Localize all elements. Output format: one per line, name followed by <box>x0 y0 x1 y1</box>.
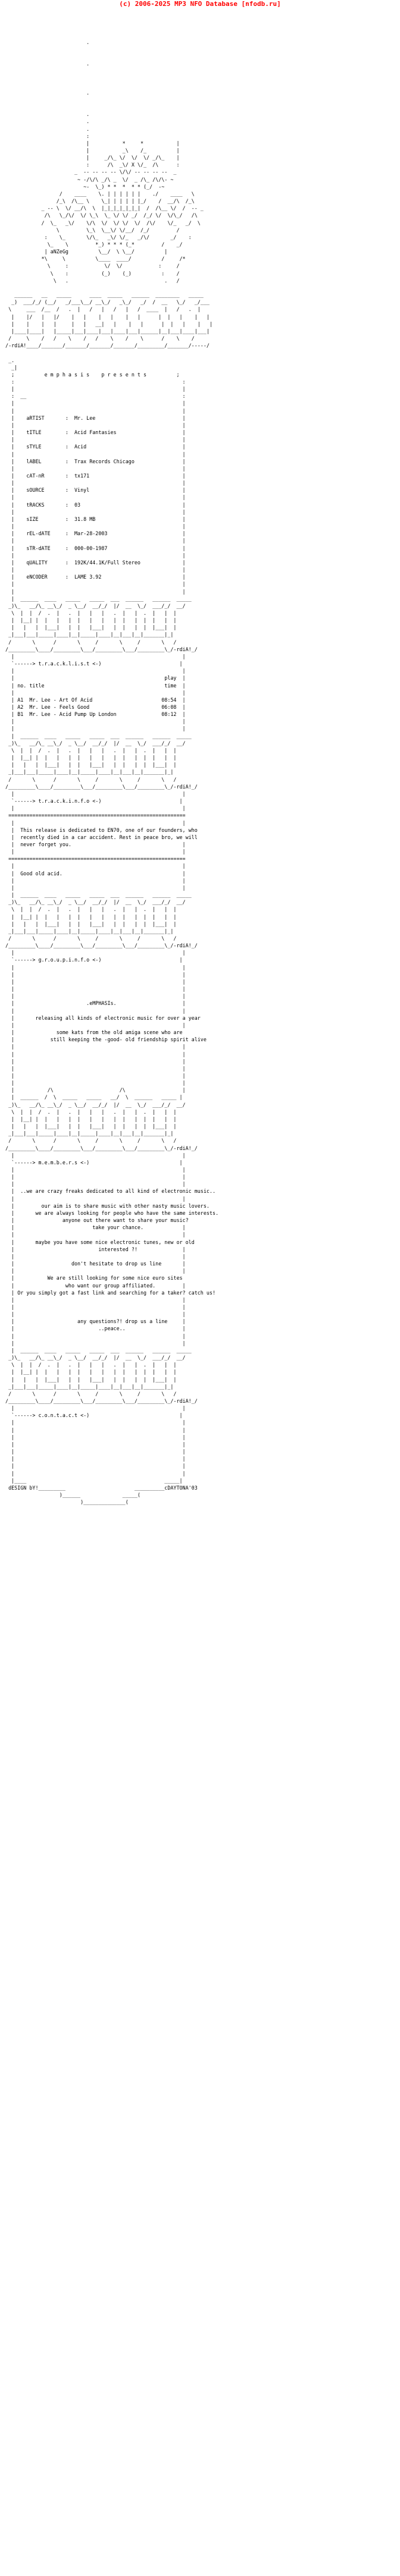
nfo-line: | | <box>2 718 186 725</box>
nfo-line: | | <box>2 465 186 472</box>
nfo-line: |____|____| |_____|___|____|___|____|___|______|__|___|____|___| <box>2 328 210 334</box>
nfo-line: . <box>2 89 90 96</box>
nfo-line: . <box>2 39 90 45</box>
nfo-line: : <box>2 133 90 139</box>
nfo-line: | | <box>2 523 186 530</box>
nfo-line: | | <box>2 1419 186 1426</box>
nfo-line: _ -- \ \/ __/\ \ |_|_|_|_|_|_| / /\__ \/ / -- _ <box>2 205 204 212</box>
nfo-line: | sTR-dATE : 000-00-1987 | <box>2 545 186 551</box>
nfo-line: | ______ ____ _____ _____ ___ ______ ______ _____ <box>2 892 192 899</box>
nfo-line: | some kats from the old amiga scene who are <box>2 1029 183 1036</box>
nfo-line: /_________\____/_________\___/_________\___/_________\_/-rdiA!_/ <box>2 646 198 652</box>
nfo-line: | | <box>2 1456 186 1462</box>
nfo-line: | Good old acid. | <box>2 870 186 877</box>
nfo-line: | | <box>2 819 186 826</box>
nfo-line: | _\ /_ | <box>2 147 180 153</box>
nfo-line: | | <box>2 1253 186 1259</box>
nfo-line: | | <box>2 588 186 595</box>
nfo-line: | ..we are crazy freaks dedicated to all kind of electronic music.. <box>2 1188 215 1195</box>
nfo-line: : __ : <box>2 393 186 400</box>
nfo-line: | | <box>2 1441 186 1447</box>
nfo-line: \_ \ *_) * * * (_* / _/ <box>2 241 183 247</box>
nfo-line: . <box>2 111 90 118</box>
nfo-line: | never forget you. | <box>2 841 186 847</box>
nfo-line: | sOURCE : Vinyl | <box>2 487 186 494</box>
nfo-line: \ | | / . | . | | | . | | . | | | <box>2 1108 177 1115</box>
nfo-line: | ______ ____ _____ _____ ___ ______ ______ _____ <box>2 1347 192 1353</box>
nfo-line: | | <box>2 451 186 457</box>
nfo-line: / \_ _\/ \/\ \/ \/ \/ \/ /\/ \/_ _/ \ <box>2 219 201 226</box>
nfo-line: | ..peace.. | <box>2 1325 186 1332</box>
nfo-line: | | <box>2 1065 186 1072</box>
nfo-line: | | <box>2 567 186 573</box>
nfo-line: | | <box>2 1340 186 1346</box>
nfo-line: _) ___/_/ (__/ _/___\__/ __\_/ _\_/ _/ / __ \_/ _/___ <box>2 299 210 306</box>
nfo-line: | | <box>2 877 186 884</box>
nfo-line: | | | |___| | | |___| | | | | |___| | <box>2 1123 177 1130</box>
nfo-line: _)\_ __/\_ __\_/ _ \__/ __/_/ |/ __ \_/ ___/_/ __/ <box>2 1355 186 1361</box>
nfo-line: / \ / \ / \ / \ / <box>2 1138 177 1144</box>
nfo-line: | | <box>2 400 186 407</box>
nfo-line: | | <box>2 1044 186 1050</box>
nfo-line: `------> t.r.a.c.k.l.i.s.t <-) | <box>2 661 183 667</box>
nfo-line: | | <box>2 1167 186 1173</box>
nfo-line: | | <box>2 1268 186 1274</box>
nfo-line: | | <box>2 552 186 558</box>
nfo-line: /-rdiA!____/_______/_______/_______/_______/_________/_______/-----/ <box>2 343 210 349</box>
nfo-line: /_________\____/_________\___/_________\___/_________\_/-rdiA!_/ <box>2 1398 198 1404</box>
nfo-line: | | <box>2 494 186 501</box>
nfo-line: | | <box>2 1427 186 1433</box>
nfo-line: | | <box>2 1311 186 1318</box>
nfo-line: /_________\____/_________\___/_________\___/_________\_/-rdiA!_/ <box>2 943 198 949</box>
nfo-line: | | <box>2 407 186 414</box>
nfo-line: / \ / \ / \ / \ / <box>2 639 177 645</box>
nfo-line: _ -- -- -- -- \/\/ -- -- -- -- _ <box>2 169 177 175</box>
nfo-line: | | <box>2 581 186 588</box>
nfo-line: | | <box>2 1181 186 1188</box>
nfo-line: | ______ / \ _____ _____ __/ \ ______ _____ | <box>2 1094 183 1101</box>
nfo-line: | | <box>2 863 186 869</box>
nfo-line: \ . . / <box>2 277 180 284</box>
nfo-line: | | <box>2 993 186 1000</box>
nfo-line: | |/ | |/ | | | | | | | | | | | <box>2 313 210 320</box>
nfo-line: | | <box>2 1152 186 1158</box>
nfo-line: `------> t.r.a.c.k.i.n.f.o <-) | <box>2 798 183 805</box>
nfo-line: | eNCODER : LAME 3.92 | <box>2 574 186 580</box>
nfo-line: \ | | / . | . | | | . | | . | | | <box>2 747 177 753</box>
site-copyright-header: (c) 2006-2025 MP3 NFO Database [nfodb.ru] <box>119 0 281 8</box>
nfo-line: \ \_\ \__\/ \/__/ /_/ / <box>2 227 180 233</box>
nfo-line: | | <box>2 1072 186 1079</box>
nfo-line: | | <box>2 1051 186 1057</box>
nfo-line: _)\_ __/\_ __\_/ _ \__/ __/_/ |/ __ \_/ ___/_/ __/ <box>2 899 186 906</box>
nfo-line: | | <box>2 689 186 696</box>
nfo-line: `------> g.r.o.u.p.i.n.f.o <-) | <box>2 957 183 963</box>
nfo-line: | | <box>2 964 186 970</box>
nfo-line: \ | | / . | . | | | . | | . | | | <box>2 610 177 616</box>
nfo-line: `------> m.e.m.b.e.r.s <-) | <box>2 1159 183 1166</box>
nfo-text-block <box>2 10 218 1506</box>
nfo-line: | who want our group affiliated. | <box>2 1282 186 1289</box>
nfo-line: _|___|___|_____|____|__|_____|____|__|___|__|_______|_| <box>2 1130 174 1137</box>
nfo-line: | This release is dedicated to EN70, one of our founders, who <box>2 827 198 833</box>
nfo-line: | | <box>2 790 186 797</box>
nfo-line: | | <box>2 805 186 812</box>
nfo-line: | | <box>2 884 186 891</box>
nfo-line: | | <box>2 1174 186 1180</box>
nfo-line: | | | |___| | | |___| | | | | |___| | <box>2 1376 177 1383</box>
nfo-line: | | | | | | __| | | | | | | | | <box>2 321 212 327</box>
nfo-line: | play | <box>2 675 186 681</box>
nfo-line: )______________( <box>2 1499 129 1506</box>
nfo-line: / \ / \ / \ / \ / <box>2 935 177 941</box>
nfo-line: | still keeping the -good- old friendship spirit alive <box>2 1036 207 1043</box>
nfo-line: _|___|___|_____|____|__|_____|____|__|___|__|_______|_| <box>2 769 174 775</box>
nfo-line: / \ / \ / \ / \ / <box>2 776 177 783</box>
nfo-line: | tITLE : Acid Fantasies | <box>2 429 186 436</box>
nfo-line: . <box>2 61 90 67</box>
nfo-line: | * * | <box>2 140 180 146</box>
nfo-line: | we are always looking for people who have the same interests. <box>2 1210 219 1216</box>
nfo-line: _|___|___|_____|____|__|_____|____|__|___|__|_______|_| <box>2 928 174 934</box>
nfo-line: \ | | / . | . | | | . | | . | | | <box>2 1362 177 1368</box>
nfo-line: \ : (_) (_) : / <box>2 270 180 277</box>
nfo-line: | releasing all kinds of electronic music for over a year <box>2 1014 201 1021</box>
nfo-line: | |__| | | | | | | | | | | | | | | <box>2 1116 177 1122</box>
nfo-line: | maybe you have some nice electronic tunes, new or old <box>2 1239 195 1245</box>
nfo-line: | any questions?! drop us a line | <box>2 1318 186 1325</box>
nfo-line: | | <box>2 986 186 992</box>
nfo-line: | | | |___| | | |___| | | | | |___| | <box>2 624 177 631</box>
nfo-line: | | <box>2 653 186 659</box>
nfo-line: | | <box>2 386 186 392</box>
nfo-line: | anyone out there want to share your music? <box>2 1217 189 1224</box>
nfo-line: / \ / / \ / / \ / \ / \ / <box>2 335 195 342</box>
nfo-line: | ______ ____ _____ _____ ___ ______ ______ _____ <box>2 733 192 739</box>
nfo-line: | | <box>2 950 186 956</box>
nfo-line: | | <box>2 422 186 428</box>
nfo-line: _| <box>2 364 18 370</box>
nfo-line: : /\ _\/ X \/_ /\ : <box>2 162 180 168</box>
nfo-line: | our aim is to share music with other nasty music lovers. <box>2 1202 210 1209</box>
nfo-line: | | <box>2 1080 186 1086</box>
nfo-line: ~- \_) * * * * * (_/ -~ <box>2 183 165 190</box>
nfo-line: _|___|___|_____|____|__|_____|____|__|___|__|_______|_| <box>2 1383 174 1390</box>
nfo-line: | A2 Mr. Lee - Feels Good 06:08 | <box>2 704 186 710</box>
nfo-line: | | <box>2 1022 186 1028</box>
nfo-line: | | <box>2 849 186 855</box>
nfo-line: ______ __ _____ ____ _____ ______ ________ _____ <box>2 292 204 299</box>
nfo-line: | | | |___| | | |___| | | | | |___| | <box>2 921 177 927</box>
nfo-line: / ____ \. | | | | | | ./ ____ \ <box>2 190 195 197</box>
nfo-line: _. <box>2 357 15 363</box>
nfo-line: | | <box>2 1296 186 1303</box>
nfo-line: | .eMPHASIs. | <box>2 1000 186 1007</box>
nfo-line: | | <box>2 480 186 486</box>
nfo-line: : : <box>2 378 186 385</box>
nfo-line: | _/\_ \/ \/ \/ _/\_ | <box>2 155 180 161</box>
nfo-line: | | <box>2 1470 186 1477</box>
nfo-line: | sTYLE : Acid | <box>2 444 186 450</box>
nfo-line: _)\_ __/\_ __\_/ _ \__/ __/_/ |/ __ \_/ ___/_/ __/ <box>2 1101 186 1108</box>
nfo-line: | We are still looking for some nice euro sites <box>2 1275 183 1281</box>
nfo-line: | | <box>2 508 186 515</box>
nfo-line: | don't hesitate to drop us line | <box>2 1261 186 1267</box>
nfo-line: | | <box>2 1195 186 1202</box>
nfo-line: | B1 Mr. Lee - Acid Pump Up London 08:12 | <box>2 711 186 718</box>
nfo-line: | aNZeGg \__/ \ \__/ | <box>2 249 168 255</box>
nfo-line: | lABEL : Trax Records Chicago | <box>2 458 186 464</box>
nfo-line: | qUALITY : 192K/44.1K/Full Stereo | <box>2 559 186 566</box>
nfo-line: | | <box>2 538 186 544</box>
nfo-line: /_________\____/_________\___/_________\___/_________\_/-rdiA!_/ <box>2 1145 198 1151</box>
nfo-line: | recently died in a car accident. Rest in peace bro, we will <box>2 834 198 840</box>
nfo-line: | | <box>2 1463 186 1469</box>
nfo-line: | | <box>2 1405 186 1412</box>
nfo-line: | sIZE : 31.8 MB | <box>2 516 186 522</box>
nfo-line: =========================================================== <box>2 856 186 862</box>
nfo-line: | | <box>2 436 186 443</box>
nfo-line: | Or you simply got a fast link and searching for a taker? catch us! <box>2 1289 215 1296</box>
nfo-line: | | <box>2 1007 186 1014</box>
nfo-line: | ______ ____ _____ _____ ___ ______ ______ _____ <box>2 595 192 602</box>
nfo-line: | interested ?! | <box>2 1246 186 1252</box>
nfo-line: /_\ /\__ \ \_| | | | | |_/ / __/\ /_\ <box>2 198 195 205</box>
nfo-line: | /\ /\ | <box>2 1087 186 1094</box>
nfo-line: | take your chance. | <box>2 1224 186 1231</box>
nfo-line: | | <box>2 978 186 985</box>
nfo-line: dESIGN bY!_________ __________cDAYTONA'03 <box>2 1484 198 1491</box>
nfo-line: | | <box>2 1303 186 1310</box>
nfo-line: _)\_ __/\_ __\_/ _ \__/ __/_/ |/ __ \_/ ___/_/ __/ <box>2 602 186 609</box>
nfo-line: | | <box>2 1232 186 1238</box>
nfo-line: | | <box>2 668 186 674</box>
nfo-line: . <box>2 125 90 132</box>
nfo-line: | | <box>2 1434 186 1440</box>
nfo-line: | | <box>2 1058 186 1064</box>
nfo-line: | | <box>2 971 186 978</box>
nfo-line: ; e m p h a s i s p r e s e n t s ; <box>2 371 180 378</box>
nfo-line: / \ / \ / \ / \ / <box>2 1390 177 1397</box>
nfo-line: | |__| | | | | | | | | | | | | | | <box>2 755 177 761</box>
nfo-line: \ | | / . | . | | | . | | . | | | <box>2 906 177 913</box>
nfo-line: \ : \/ \/ : / <box>2 263 180 269</box>
nfo-line: =========================================================== <box>2 812 186 819</box>
nfo-line: | |__| | | | | | | | | | | | | | | <box>2 913 177 920</box>
nfo-line: \ ___ /__ / . | / | / | / ____ | / . | <box>2 306 201 313</box>
nfo-line: `------> c.o.n.t.a.c.t <-) | <box>2 1412 183 1419</box>
nfo-line: ~ -/\/\ _/\ _ \/ _ /\_ /\/\- ~ <box>2 176 174 183</box>
nfo-line: |____ _____| <box>2 1477 183 1484</box>
nfo-line: | cAT-nR : tx171 | <box>2 473 186 479</box>
nfo-line: *\ \ \____ ____/ / /* <box>2 256 186 262</box>
nfo-line: /_________\____/_________\___/_________\___/_________\_/-rdiA!_/ <box>2 783 198 790</box>
nfo-line: _|___|___|_____|____|__|_____|____|__|___|__|_______|_| <box>2 632 174 638</box>
nfo-line: | | <box>2 1333 186 1339</box>
nfo-line: | A1 Mr. Lee - Art Of Acid 08:54 | <box>2 696 186 703</box>
nfo-line: . <box>2 118 90 125</box>
nfo-line: | |__| | | | | | | | | | | | | | | <box>2 1369 177 1375</box>
nfo-line: | | <box>2 725 186 732</box>
nfo-line: | no. title time | <box>2 682 186 689</box>
nfo-line: | |__| | | | | | | | | | | | | | | <box>2 617 177 624</box>
nfo-line: _)\_ __/\_ __\_/ _ \__/ __/_/ |/ __ \_/ ___/_/ __/ <box>2 740 186 746</box>
nfo-line: | | <box>2 1449 186 1455</box>
nfo-line: /\ \_/\/ \/ \_\ \_ \/ \/ _/ /_/ \/ \/\_/ /\ <box>2 212 198 219</box>
nfo-line: )______ _____( <box>2 1492 140 1499</box>
nfo-line: | rEL-dATE : Mar-28-2003 | <box>2 530 186 537</box>
nfo-line: | tRACKS : 03 | <box>2 501 186 508</box>
nfo-line: : \_ \/\_ _\/ \/_ _/\/ _/ : <box>2 234 192 240</box>
nfo-line: | aRTIST : Mr. Lee | <box>2 414 186 421</box>
nfo-line: | | | |___| | | |___| | | | | |___| | <box>2 762 177 768</box>
